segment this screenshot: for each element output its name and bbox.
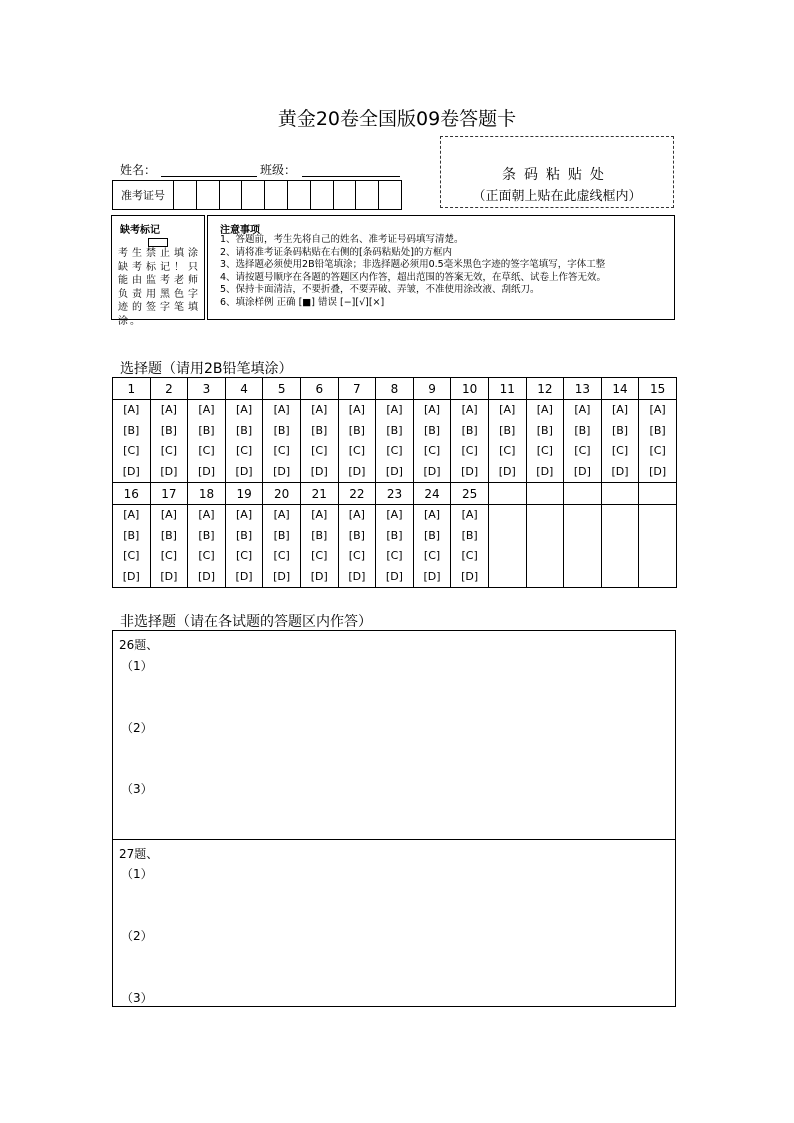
option-a-bubble[interactable]: [A] (160, 403, 177, 416)
option-c-bubble[interactable]: [C] (235, 444, 253, 457)
exam-id-digit-cell[interactable] (334, 181, 357, 209)
q27-part-1: （1） (121, 867, 153, 881)
barcode-area (440, 136, 674, 208)
option-a-bubble[interactable]: [A] (574, 403, 591, 416)
option-b-bubble[interactable]: [B] (386, 528, 403, 542)
option-b-bubble[interactable]: [B] (123, 423, 140, 437)
option-c-bubble[interactable]: [C] (611, 444, 629, 457)
option-d-bubble[interactable]: [D] (122, 569, 140, 583)
nonchoice-section-title: 非选择题（请在各试题的答题区内作答） (120, 614, 372, 630)
answer-options-cell (451, 505, 489, 588)
question-number: 10 (451, 378, 489, 400)
option-a-bubble[interactable]: [A] (311, 508, 328, 521)
option-c-bubble[interactable]: [C] (423, 444, 441, 457)
question-number: 22 (338, 483, 376, 505)
answer-options-cell (488, 400, 526, 483)
answer-options-cell (376, 505, 414, 588)
option-b-bubble[interactable]: [B] (198, 423, 215, 437)
option-b-bubble[interactable]: [B] (160, 528, 177, 542)
option-c-bubble[interactable]: [C] (160, 444, 178, 457)
option-d-bubble[interactable]: [D] (348, 464, 366, 478)
name-field[interactable] (161, 162, 257, 177)
option-d-bubble[interactable]: [D] (423, 464, 441, 478)
q26-part-2: （2） (121, 721, 153, 735)
question-number: 2 (150, 378, 188, 400)
answer-options-cell (639, 505, 677, 588)
option-d-bubble[interactable]: [D] (573, 464, 591, 478)
question-number: 18 (188, 483, 226, 505)
notes-item: 3、选择题必须使用2B铅笔填涂；非选择题必须用0.5毫米黑色字迹的签字笔填写，字体工整 (220, 259, 606, 270)
question-number: 5 (263, 378, 301, 400)
question-number: 16 (113, 483, 151, 505)
notes-title: 注意事项 (220, 225, 260, 236)
option-b-bubble[interactable]: [B] (611, 423, 629, 437)
option-d-bubble[interactable]: [D] (310, 569, 328, 583)
option-c-bubble[interactable]: [C] (423, 549, 441, 562)
exam-id-boxes (112, 180, 402, 210)
question-number (601, 483, 639, 505)
exam-id-digit-cell[interactable] (311, 181, 334, 209)
absent-mark-description: 考生禁止填涂缺考标记！只能由监考老师负责用黑色字迹的签字笔填涂。 (118, 248, 200, 327)
exam-id-digit-cell[interactable] (197, 181, 220, 209)
option-c-bubble[interactable]: [C] (386, 549, 403, 562)
answer-options-cell (488, 505, 526, 588)
option-b-bubble[interactable]: [B] (160, 423, 177, 437)
question-number: 1 (113, 378, 151, 400)
name-label: 姓名： (120, 163, 157, 177)
answer-options-cell (564, 400, 602, 483)
q26-title: 26题、 (119, 638, 159, 652)
option-c-bubble[interactable]: [C] (123, 444, 140, 457)
option-a-bubble[interactable]: [A] (348, 403, 365, 416)
answer-options-cell (263, 505, 301, 588)
option-c-bubble[interactable]: [C] (536, 444, 553, 457)
option-a-bubble[interactable]: [A] (273, 508, 290, 521)
option-c-bubble[interactable]: [C] (311, 444, 328, 457)
notes-item: 4、请按题号顺序在各题的答题区内作答，超出范围的答案无效，在草纸、试卷上作答无效。 (220, 271, 607, 283)
option-d-bubble[interactable]: [D] (461, 464, 479, 478)
exam-id-digit-cell[interactable] (379, 181, 401, 209)
option-d-bubble[interactable]: [D] (235, 464, 253, 478)
option-b-bubble[interactable]: [B] (236, 423, 253, 437)
question-number: 14 (601, 378, 639, 400)
answer-options-cell (225, 505, 263, 588)
option-b-bubble[interactable]: [B] (198, 528, 215, 542)
choice-section-title: 选择题（请用2B铅笔填涂） (120, 361, 293, 377)
answer-options-cell (113, 505, 151, 588)
option-c-bubble[interactable]: [C] (348, 444, 365, 457)
option-c-bubble[interactable]: [C] (198, 549, 215, 562)
option-a-bubble[interactable]: [A] (198, 508, 215, 521)
exam-id-digit-cell[interactable] (356, 181, 379, 209)
option-a-bubble[interactable]: [A] (386, 403, 403, 416)
option-d-bubble[interactable]: [D] (423, 569, 441, 583)
exam-id-digit-cell[interactable] (242, 181, 265, 209)
option-a-bubble[interactable]: [A] (123, 403, 140, 416)
option-b-bubble[interactable]: [B] (461, 528, 478, 542)
question-number: 9 (413, 378, 451, 400)
option-a-bubble[interactable]: [A] (311, 403, 328, 416)
option-d-bubble[interactable]: [D] (611, 464, 629, 478)
exam-id-digit-cell[interactable] (174, 181, 197, 209)
option-a-bubble[interactable]: [A] (611, 403, 629, 416)
question-number (564, 483, 602, 505)
option-c-bubble[interactable]: [C] (160, 549, 178, 562)
question-number (639, 483, 677, 505)
choice-answer-grid (112, 377, 677, 588)
answer-options-cell (564, 505, 602, 588)
q27-answer-area[interactable] (112, 839, 676, 1007)
absent-mark-bubble[interactable] (148, 238, 168, 247)
question-number: 4 (225, 378, 263, 400)
answer-options-cell (376, 400, 414, 483)
option-b-bubble[interactable]: [B] (461, 423, 478, 437)
q27-part-3: （3） (121, 991, 153, 1005)
barcode-note: （正面朝上贴在此虚线框内） (472, 189, 642, 204)
answer-options-cell (150, 400, 188, 483)
question-number: 17 (150, 483, 188, 505)
answer-options-cell (188, 400, 226, 483)
option-d-bubble[interactable]: [D] (649, 464, 667, 478)
option-b-bubble[interactable]: [B] (273, 423, 290, 437)
option-a-bubble[interactable]: [A] (236, 403, 253, 416)
option-a-bubble[interactable]: [A] (386, 508, 403, 521)
option-c-bubble[interactable]: [C] (348, 549, 365, 562)
option-b-bubble[interactable]: [B] (423, 528, 441, 542)
option-d-bubble[interactable]: [D] (235, 569, 253, 583)
notes-box (207, 215, 675, 320)
answer-options-cell (225, 400, 263, 483)
answer-options-cell (300, 505, 338, 588)
q26-part-3: （3） (121, 782, 153, 796)
option-d-bubble[interactable]: [D] (385, 569, 403, 583)
answer-options-cell (639, 400, 677, 483)
question-number: 8 (376, 378, 414, 400)
question-number: 24 (413, 483, 451, 505)
notes-item: 5、保持卡面清洁，不要折叠，不要弄破、弄皱，不准使用涂改液、刮纸刀。 (220, 284, 540, 295)
answer-options-cell (150, 505, 188, 588)
question-number: 13 (564, 378, 602, 400)
option-c-bubble[interactable]: [C] (273, 549, 290, 562)
question-number: 3 (188, 378, 226, 400)
answer-options-cell (413, 400, 451, 483)
option-b-bubble[interactable]: [B] (236, 528, 253, 542)
option-d-bubble[interactable]: [D] (461, 569, 479, 583)
question-number: 6 (300, 378, 338, 400)
option-d-bubble[interactable]: [D] (348, 569, 366, 583)
option-b-bubble[interactable]: [B] (123, 528, 140, 542)
option-c-bubble[interactable]: [C] (235, 549, 253, 562)
option-b-bubble[interactable]: [B] (499, 423, 516, 437)
question-number: 23 (376, 483, 414, 505)
question-number: 11 (488, 378, 526, 400)
class-label: 班级： (260, 163, 297, 177)
barcode-title: 条码粘贴处 (502, 167, 612, 183)
answer-options-cell (526, 505, 564, 588)
option-c-bubble[interactable]: [C] (123, 549, 140, 562)
option-b-bubble[interactable]: [B] (536, 423, 553, 437)
answer-options-cell (601, 505, 639, 588)
answer-options-cell (113, 400, 151, 483)
class-field[interactable] (302, 162, 400, 177)
absent-mark-box (111, 215, 205, 327)
option-a-bubble[interactable]: [A] (461, 508, 478, 521)
notes-item: 1、答题前，考生先将自己的姓名、准考证号码填写清楚。 (220, 234, 464, 245)
exam-id-digit-cell[interactable] (288, 181, 311, 209)
answer-options-cell (601, 400, 639, 483)
question-number: 7 (338, 378, 376, 400)
option-b-bubble[interactable]: [B] (311, 423, 328, 437)
option-b-bubble[interactable]: [B] (348, 423, 365, 437)
answer-options-cell (413, 505, 451, 588)
notes-item: 2、请将准考证条码粘贴在右侧的[条码粘贴处]的方框内 (220, 246, 452, 258)
option-c-bubble[interactable]: [C] (461, 549, 478, 562)
answer-options-cell (451, 400, 489, 483)
option-d-bubble[interactable]: [D] (498, 464, 516, 478)
option-d-bubble[interactable]: [D] (160, 464, 178, 478)
option-c-bubble[interactable]: [C] (311, 549, 328, 562)
q27-part-2: （2） (121, 929, 153, 943)
option-b-bubble[interactable]: [B] (574, 423, 591, 437)
option-d-bubble[interactable]: [D] (385, 464, 403, 478)
option-b-bubble[interactable]: [B] (386, 423, 403, 437)
option-c-bubble[interactable]: [C] (499, 444, 516, 457)
option-b-bubble[interactable]: [B] (649, 423, 666, 437)
option-c-bubble[interactable]: [C] (461, 444, 478, 457)
option-a-bubble[interactable]: [A] (499, 403, 516, 416)
question-number: 21 (300, 483, 338, 505)
option-a-bubble[interactable]: [A] (423, 403, 441, 416)
question-number: 25 (451, 483, 489, 505)
question-number (526, 483, 564, 505)
answer-options-cell (338, 505, 376, 588)
exam-id-digit-cell[interactable] (220, 181, 243, 209)
question-number: 19 (225, 483, 263, 505)
option-d-bubble[interactable]: [D] (273, 569, 291, 583)
option-a-bubble[interactable]: [A] (423, 508, 441, 521)
exam-id-label: 准考证号 (113, 181, 174, 209)
option-d-bubble[interactable]: [D] (197, 464, 216, 478)
question-number (488, 483, 526, 505)
question-number: 12 (526, 378, 564, 400)
absent-mark-title: 缺考标记 (120, 225, 160, 236)
option-d-bubble[interactable]: [D] (122, 464, 140, 478)
question-number: 15 (639, 378, 677, 400)
option-a-bubble[interactable]: [A] (649, 403, 666, 416)
option-b-bubble[interactable]: [B] (311, 528, 328, 542)
option-d-bubble[interactable]: [D] (160, 569, 178, 583)
q27-title: 27题、 (119, 847, 159, 861)
option-a-bubble[interactable]: [A] (461, 403, 478, 416)
option-c-bubble[interactable]: [C] (574, 444, 591, 457)
notes-item: 6、填涂样例 正确 [■] 错误 [−][√][×] (220, 296, 385, 308)
option-a-bubble[interactable]: [A] (123, 508, 140, 521)
option-b-bubble[interactable]: [B] (273, 528, 290, 542)
q26-answer-area[interactable] (112, 630, 676, 840)
answer-options-cell (338, 400, 376, 483)
page-title: 黄金20卷全国版09卷答题卡 (277, 108, 517, 130)
option-a-bubble[interactable]: [A] (273, 403, 290, 416)
option-c-bubble[interactable]: [C] (198, 444, 215, 457)
exam-id-digit-cell[interactable] (265, 181, 288, 209)
option-a-bubble[interactable]: [A] (160, 508, 177, 521)
option-c-bubble[interactable]: [C] (386, 444, 403, 457)
option-a-bubble[interactable]: [A] (348, 508, 365, 521)
option-c-bubble[interactable]: [C] (273, 444, 290, 457)
option-d-bubble[interactable]: [D] (310, 464, 328, 478)
notes-list (220, 234, 606, 309)
option-d-bubble[interactable]: [D] (536, 464, 554, 478)
option-a-bubble[interactable]: [A] (536, 403, 553, 416)
answer-options-cell (300, 400, 338, 483)
answer-options-cell (188, 505, 226, 588)
answer-options-cell (526, 400, 564, 483)
q26-part-1: （1） (121, 659, 153, 673)
answer-options-cell (263, 400, 301, 483)
option-c-bubble[interactable]: [C] (649, 444, 666, 457)
option-b-bubble[interactable]: [B] (423, 423, 441, 437)
option-d-bubble[interactable]: [D] (273, 464, 291, 478)
option-d-bubble[interactable]: [D] (197, 569, 216, 583)
question-number: 20 (263, 483, 301, 505)
option-a-bubble[interactable]: [A] (236, 508, 253, 521)
option-a-bubble[interactable]: [A] (198, 403, 215, 416)
option-b-bubble[interactable]: [B] (348, 528, 365, 542)
